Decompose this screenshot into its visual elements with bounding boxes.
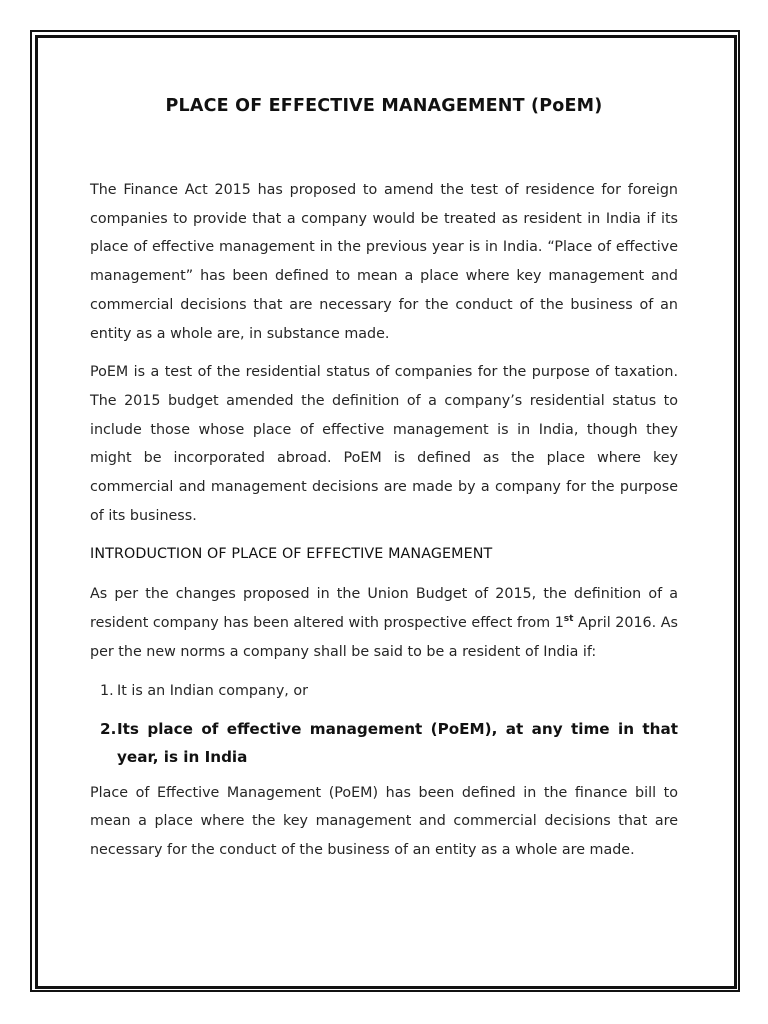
section-heading: INTRODUCTION OF PLACE OF EFFECTIVE MANAGEMENT (90, 546, 493, 563)
residency-criteria-list (90, 677, 678, 771)
paragraph-poem-test: PoEM is a test of the residential status of companies for the purpose of taxation. The 2015 budget amended the definition of a company’s residential status to include those whose place of effective management is in India, though they might be incorporated abroad. PoEM is defined as the place where key commercial and management decisions are made by a company for the purpose of its business. (90, 364, 678, 524)
intro-text-start: As per the changes proposed in the Union Budget of 2015, the definition of a resident company has been altered with prospective effect from 1 (90, 586, 678, 632)
list-item (90, 677, 678, 705)
list-item-number: 1. (100, 682, 114, 699)
list-item-text: It is an Indian company, or (117, 682, 308, 699)
paragraph-closing: Place of Effective Management (PoEM) has been defined in the finance bill to mean a place where the key management and commercial decisions that are necessary for the conduct of the business of an entity as a whole are made. (90, 784, 678, 858)
paragraph-intro (90, 580, 678, 666)
paragraph-finance-act: The Finance Act 2015 has proposed to amend the test of residence for foreign companies to provide that a company would be treated as resident in India if its place of effective management in the previous year is in India. “Place of effective management” has been defined to mean a place where key management and commercial decisions that are necessary for the conduct of the business of an entity as a whole are, in substance made. (90, 182, 678, 342)
ordinal-suffix: st (563, 614, 574, 625)
list-item-number: 2. (100, 719, 117, 738)
intro-text-end: April 2016. As per the new norms a company shall be said to be a resident of India if: (90, 615, 678, 660)
list-item (90, 715, 678, 771)
document-body (90, 96, 678, 875)
document-title: PLACE OF EFFECTIVE MANAGEMENT (PoEM) (165, 96, 603, 116)
list-item-text: Its place of effective management (PoEM), at any time in that year, is in India (117, 719, 678, 766)
